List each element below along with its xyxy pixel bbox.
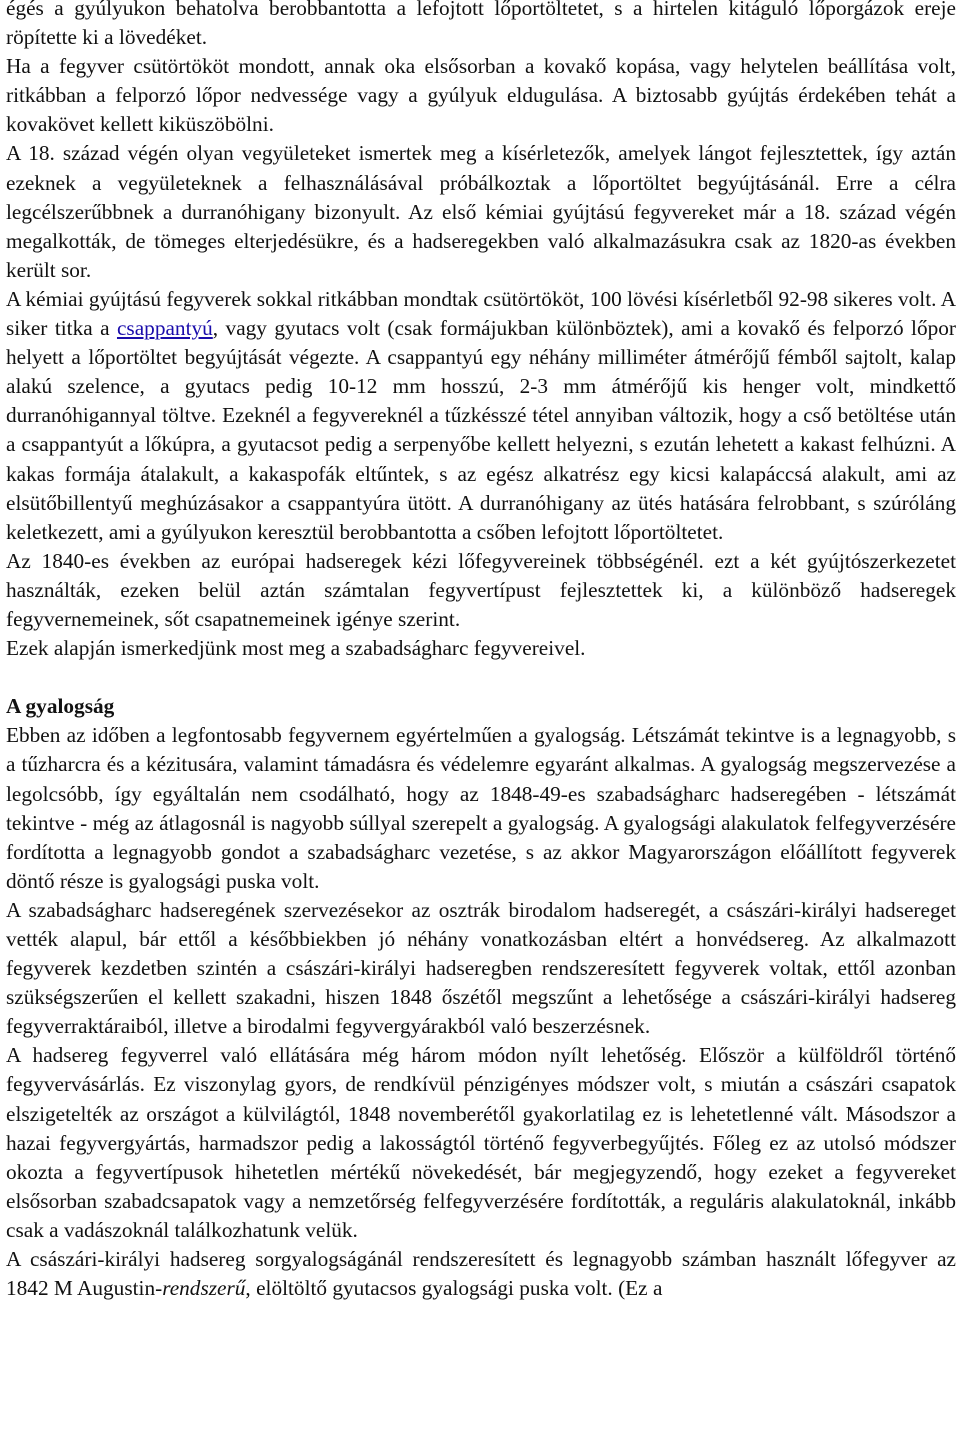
paragraph-1: égés a gyúlyukon behatolva berobbantotta a lefojtott lőportöltetet, s a hirtelen kitáguló lőporgázok ereje röpítette ki a lövedéket. [6, 0, 956, 50]
section-heading: A gyalogság [6, 694, 115, 719]
paragraph-3: A 18. század végén olyan vegyületeket ismertek meg a kísérletezők, amelyek lángot fejlesztettek, így aztán ezeknek a vegyületeknek a felhasználásával próbálkoztak a lőportöltet begyújtásánál. Erre a célra legcélszerűbbnek a durranóhigany bizonyult. Az első kémiai gyújtású fegyvereket már a 18. század végén megalkották, de tömeges elterjedésükre, és a hadseregekben való alkalmazásukra csak az 1820-as években került sor. [6, 141, 956, 282]
blank-line [6, 663, 956, 692]
csappantyu-link[interactable]: csappantyú [116, 316, 213, 341]
paragraph-10 [6, 1245, 956, 1303]
paragraph-10-text-b: , elöltöltő gyutacsos gyalogsági puska volt. (Ez a [245, 1276, 663, 1301]
paragraph-10-text-a: A császári-királyi hadsereg sorgyalogságánál rendszeresített és legnagyobb számban használt lőfegyver az 1842 M Augustin- [6, 1247, 956, 1301]
paragraph-4 [6, 285, 956, 547]
paragraph-9: A hadsereg fegyverrel való ellátására még három módon nyílt lehetőség. Először a külföldről történő fegyvervásárlás. Ez viszonylag gyors, de rendkívül pénzigényes módszer volt, s miután a császári csapatok elszigetelték az országot a külvilágtól, 1848 novemberétől gyakorlatilag ez is lehetetlenné vált. Másodszor a hazai fegyvergyártás, harmadszor pedig a lakosságtól történő fegyverbegyűjtés. Főleg ez az utolsó módszer okozta a fegyvertípusok hihetetlen mértékű növekedését, bár megjegyzendő, hogy ezeket a fegyvereket elsősorban szabadcsapatok vagy a nemzetőrség felfegyverzésére fordították, a reguláris alakulatoknál, inkább csak a vadászoknál találkozhatunk velük. [6, 1043, 956, 1242]
paragraph-2: Ha a fegyver csütörtököt mondott, annak oka elsősorban a kovakő kopása, vagy helytelen beállítása volt, ritkábban a felporzó lőpor nedvessége vagy a gyúlyuk eldugulása. A biztosabb gyújtás érdekében tehát a kovakövet kellett kiküszöbölni. [6, 54, 956, 137]
paragraph-8: A szabadságharc hadseregének szervezésekor az osztrák birodalom hadseregét, a császári-királyi hadsereget vették alapul, bár ettől a későbbiekben jó néhány vonatkozásban eltért a honvédsereg. Az alkalmazott fegyverek kezdetben szintén a császári-királyi hadseregben rendszeresített fegyverek voltak, ettől azonban szükségszerűen el kellett szakadni, hiszen 1848 őszétől megszűnt a lehetősége a császári-királyi hadsereg fegyverraktáraiból, illetve a birodalmi fegyvergyárakból való beszerzésnek. [6, 897, 956, 1039]
paragraph-5: Az 1840-es években az európai hadseregek kézi lőfegyvereinek többségénél. ezt a két gyújtószerkezetet használták, ezeken belül aztán számtalan fegyvertípust fejlesztettek ki, a különböző hadseregek fegyvernemeinek, sőt csapatnemeinek igénye szerint. [6, 548, 956, 631]
document-page [6, 0, 956, 1303]
paragraph-10-italic: rendszerű [162, 1276, 246, 1301]
paragraph-4-text-b: , vagy gyutacs volt (csak formájukban különböztek), ami a kovakő és felporzó lőpor helyett a lőportöltet begyújtását végezte. A csappantyú egy néhány milliméter átmérőjű fémből sajtolt, kalap alakú szelence, a gyutacs pedig 10-12 mm hosszú, 2-3 mm átmérőjű kis henger volt, mindkettő durranóhigannyal töltve. Ezeknél a fegyvereknél a tűzkésszé tétel annyiban változik, hogy a cső betöltése után a csappantyút a lőkúpra, a gyutacsot pedig a serpenyőbe kellett helyezni, s ezután lehetett a kakast felhúzni. A kakas formája átalakult, a kakaspofák eltűntek, s az egész alkatrész egy kicsi kalapáccsá alakult, ami az elsütőbillentyű meghúzásakor a csappantyúra ütött. A durranóhigany az ütés hatására felrobbant, s szúróláng keletkezett, ami a gyúlyukon keresztül berobbantotta a csőben lefojtott lőportöltetet. [6, 316, 956, 544]
paragraph-4-text-a: A kémiai gyújtású fegyverek sokkal ritkábban mondtak csütörtököt, 100 lövési kísérletből 92-98 sikeres volt. A siker titka a [6, 286, 956, 341]
paragraph-6: Ezek alapján ismerkedjünk most meg a szabadságharc fegyvereivel. [6, 636, 586, 661]
paragraph-7: Ebben az időben a legfontosabb fegyvernem egyértelműen a gyalogság. Létszámát tekintve is a legnagyobb, s a tűzharcra és a kézitusára, valamint támadásra és védelemre egyaránt alkalmas. A gyalogság megszervezése a legolcsóbb, így egyáltalán nem csodálható, hogy az 1848-49-es szabadságharc hadseregében - létszámát tekintve - még az átlagosnál is nagyobb súllyal szerepelt a gyalogság. A gyalogsági alakulatok felfegyverzésére fordította a legnagyobb gondot a szabadságharc vezetése, s az akkor Magyarországon előállított fegyverek döntő része is gyalogsági puska volt. [6, 723, 956, 893]
